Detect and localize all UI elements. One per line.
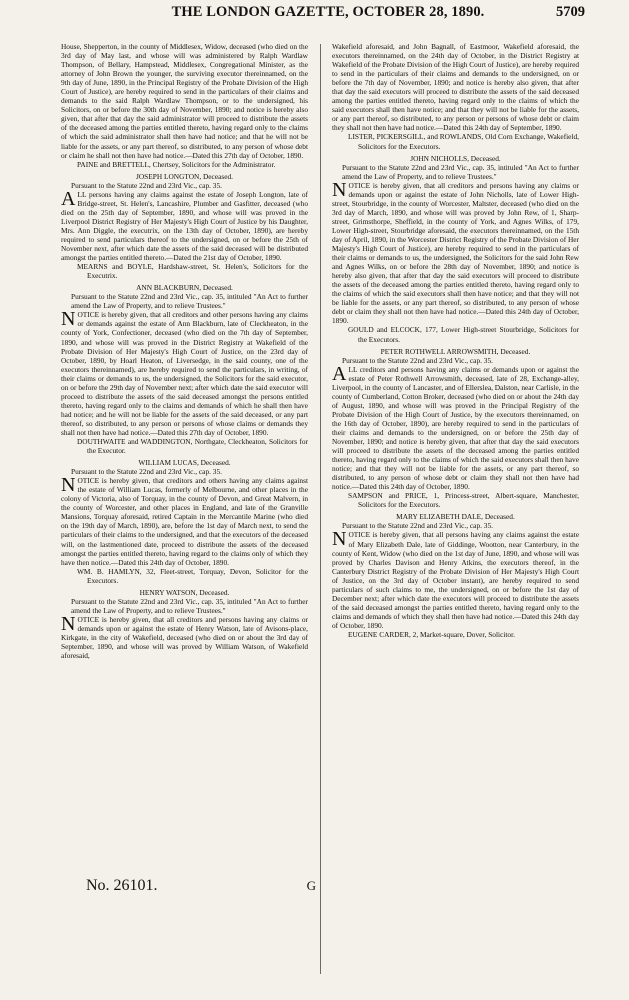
notice-signature: SAMPSON and PRICE, 1, Princess-street, Albert-square, Manchester, Solicitors for the Executors. xyxy=(348,491,579,510)
notice-signature: MEARNS and BOYLE, Hardshaw-street, St. Helen's, Solicitors for the Executrix. xyxy=(77,262,308,281)
notice-statute: Pursuant to the Statute 22nd and 23rd Vic., cap. 35. xyxy=(71,180,222,190)
notice-body xyxy=(61,310,308,437)
notice-body: House, Shepperton, in the county of Middlesex, Widow, deceased (who died on the 3rd day of May last, and whose will was administered by Ralph Wardlaw Thompson, of Bellary, Hampstead, Middlesex, Congregational Minister, as the attorney of John Brown the younger, the surviving executor thereinnamed, on the 9th day of June, 1890, in the Principal Registry of the Probate Division of the High Court of Justice), are hereby required to send in the particulars of their claims and demands to the said Ralph Wardlaw Thompson, or to the undersigned, his Solicitors, on or before the 30th day of November, 1890; and notice is hereby also given, that after that day the said administrator will proceed to distribute the assets of the deceased among the parties entitled thereto, having regard only to the claims of which the said administrator shall then have had notice; and that he will not be liable for the assets, or any part thereof, so distributed, to any person of whose debt or claim he shall not then have had notice.—Dated this 27th day of October, 1890. xyxy=(61,42,308,160)
left-column xyxy=(61,42,308,990)
drop-cap: N xyxy=(61,474,76,497)
notice-heading: JOSEPH LONGTON, Deceased. xyxy=(136,171,233,181)
notice-text: OTICE is hereby given, that creditors and others having any claims against the estate of William Lucas, formerly of Melbourne, and other places in the colony of Victoria, also of Torquay, in the county of Devon, and Great Malvern, in the county of Worcester, and other places in England, and late of the Granville Mansions, Torquay aforesaid, retired Captain in the Mercantile Marine (who died on the 19th day of March, 1890), are, before the 1st day of March next, to send the particulars of their claims to the undersigned, and that the executors of the deceased will, on the lastmentioned date, proceed to distribute the assets of the deceased amongst the parties entitled thereto, having regard to the claims only of which they have then notice.—Dated this 24th day of October, 1890. xyxy=(61,476,308,567)
drop-cap: N xyxy=(332,178,347,201)
notice-body: Wakefield aforesaid, and John Bagnall, of Eastmoor, Wakefield aforesaid, the executors thereinnamed, on the 24th day of October, in the District Registry at Wakefield of the Probate Division of the High Court of Justice), are hereby required to send in the particulars of their claims and demands to the undersigned, on or before the 7th day of November, 1890; and notice is hereby also given, that after that day the said executors will proceed to distribute the assets of the said deceased among the parties entitled thereto, having regard only to the claims of which the said executors shall then have notice; and that they will not be liable for the assets, or any part thereof, so distributed, to any person or persons of whose debt or claim they shall not then have had notice.—Dated this 24th day of September, 1890. xyxy=(332,42,579,133)
notice-heading: WILLIAM LUCAS, Deceased. xyxy=(138,458,231,468)
drop-cap: A xyxy=(61,187,76,210)
notice-body xyxy=(332,178,579,326)
drop-cap: A xyxy=(332,362,347,385)
sheet-signature: G xyxy=(306,878,316,893)
notice-statute: Pursuant to the Statute 22nd and 23rd Vic., cap. 35, intituled "An Act to further amend the Law of Property, and to relieve Trustees." xyxy=(342,162,579,181)
notice-text: LL creditors and persons having any claims or demands upon or against the estate of Peter Rothwell Arrowsmith, deceased, late of 28, Exchange-alley, Liverpool, in the county of Lancaster, and of Ellerslea, Dalston, near Carlisle, in the county of Cumberland, Cotton Broker, deceased (who died on or about the 24th day of August, 1890, and whose will was proved in the Principal Registry of the Probate Division of the High Court of Justice, by the executors thereinnamed, on the 16th day of October, 1890), are hereby required to send in the particulars of their claims and demands to the undersigned, on or before the 25th day of November, 1890; and notice is hereby given, that after that day the said executors will proceed to distribute the assets of the deceased among the parties entitled thereto, having regard only to the claims of which the said executors shall then have notice; and that they will not be liable for the assets, or any part thereof, so distributed, to any person of whose debt or claim they shall not then have had notice.—Dated this 24th day of October, 1890. xyxy=(332,364,579,492)
notice-body xyxy=(61,187,308,263)
notice-text: OTICE is hereby given, that all creditors and persons having any claims or demands upon or against the estate of Henry Watson, late of Avisons-place, Kirkgate, in the city of Wakefield, deceased (who died on or about the 3rd day of September, 1890, and whose will was proved by William Watson, of Wakefield aforesaid, xyxy=(61,614,308,661)
notice-signature: GOULD and ELCOCK, 177, Lower High-street Stourbridge, Solicitors for the Executors. xyxy=(348,325,579,344)
right-column xyxy=(332,42,579,990)
drop-cap: N xyxy=(332,528,347,551)
drop-cap: N xyxy=(61,612,76,635)
page-title: THE LONDON GAZETTE, OCTOBER 28, 1890. xyxy=(171,4,485,20)
page-footer xyxy=(86,877,326,899)
notice-text: LL persons having any claims against the estate of Joseph Longton, late of Bridge-street, St. Helen's, Lancashire, Plumber and Gasfitter, deceased (who died on the 25th day of September, 1890, and whose will was proved in the Liverpool District Registry of Her Majesty's High Court of Justice by his Daughter, Mrs. Ann Diggle, the executrix, on the 13th day of October, 1890), are hereby required to send particulars thereof to the undersigned, on or before the 25th of November next, after which date the assets of the said deceased will be distributed amongst the parties entitled thereto.—Dated the 21st day of October, 1890. xyxy=(61,189,308,263)
notice-body xyxy=(61,612,308,661)
notice-signature: PAINE and BRETTELL, Chertsey, Solicitors for the Administrator. xyxy=(77,159,276,169)
notice-statute: Pursuant to the Statute 22nd and 23rd Vic., cap. 35, intituled "An Act to further amend the Law of Property, and to relieve Trustees." xyxy=(71,292,308,311)
column-divider xyxy=(320,44,321,974)
notice-signature: DOUTHWAITE and WADDINGTON, Northgate, Cleckheaton, Solicitors for the Executor. xyxy=(77,437,308,456)
notice-heading: PETER ROTHWELL ARROWSMITH, Deceased. xyxy=(380,346,531,356)
notice-text: OTICE is hereby given, that all persons having any claims against the estate of Mary Elizabeth Dale, late of Giddinge, Wootton, near Canterbury, in the county of Kent, Widow (who died on the 1st day of June, 1890, and whose will was proved by Charles Davison and Henry Atkins, the executors thereof, in the Canterbury District Registry of the Probate Division of Her Majesty's High Court of Justice, on the 3rd day of October instant), are hereby required to send particulars of such claims to me, the undersigned, on or before the 1st day of December next; after which date the executors will proceed to distribute the assets of the said deceased amongst the parties entitled thereto, having regard only to the claims and demands of which they shall then have had notice.—Dated this 24th day of October, 1890. xyxy=(332,530,579,630)
notice-heading: JOHN NICHOLLS, Deceased. xyxy=(410,153,501,163)
drop-cap: N xyxy=(61,308,76,331)
page-number: 5709 xyxy=(556,4,585,20)
notice-statute: Pursuant to the Statute 22nd and 23rd Vic., cap. 35. xyxy=(342,355,493,365)
notice-heading: MARY ELIZABETH DALE, Deceased. xyxy=(396,512,515,522)
notice-text: OTICE is hereby given, that all creditors and persons having any claims or demands upon or against the estate of John Nicholls, late of Lower High-street, Stourbridge, in the county of Worcester, Maltster, deceased (who died on the 3rd day of March, 1890, and whose will was proved by John Rew, of 1, Sharp-street, Grimsthorpe, Sheffield, in the county of York, and Agnes Wilks, of 179, Lower High-street, Stourbridge aforesaid, the executors thereinnamed, on the 15th day of April, 1890, in the Worcester District Registry of the Probate Division of Her Majesty's High Court of Justice), are hereby required to send in the particulars of their claims or demands to us, the undersigned, the Solicitors for the said John Rew and Agnes Wilks, on or before the 28th day of November, 1890; and notice is hereby also given, that after that day the said executors will proceed to distribute the assets of the deceased among the parties entitled thereto, having regard only to the claims of which the said executors shall then have notice; and that they will not be liable for the assets, or any part thereof, so distributed, to any person of whose debt or claim they shall not then have had notice.—Dated this 24th day of October, 1890. xyxy=(332,180,579,326)
notice-signature: WM. B. HAMLYN, 32, Fleet-street, Torquay, Devon, Solicitor for the Executors. xyxy=(77,566,308,585)
notice-signature: LISTER, PICKERSGILL, and ROWLANDS, Old Corn Exchange, Wakefield, Solicitors for the Executors. xyxy=(348,132,579,151)
gazette-number: No. 26101. xyxy=(86,877,158,894)
notice-statute: Pursuant to the Statute 22nd and 23rd Vic., cap. 35. xyxy=(71,467,222,477)
notice-body xyxy=(61,476,308,566)
notice-text: OTICE is hereby given, that all creditors and other persons having any claims or demands against the estate of Ann Blackburn, late of Cleckheaton, in the county of York, Confectioner, deceased (who died on the 7th day of September, 1890, and whose will was proved in the District Registry at Wakefield of the Probate Division of Her Majesty's High Court of Justice, on the 23rd day of October, 1890, by Hoarl Heaton, of Liversedge, in the said county, one of the executors thereinnamed), are hereby required to send the particulars, in writing, of their claims or demands to us, the undersigned, the Solicitors for the said executor, on or before the 29th day of November next; after which date the said executor will proceed to distribute the assets of the said deceased amongst the persons entitled thereto, having regard only to the claims and demands of which he shall then have had notice; and he will not be liable for the assets of the said deceased, or any part thereof, so distributed, to any person or persons of whose claims or demands they shall not then have had notice.—Dated this 27th day of October, 1890. xyxy=(61,310,308,437)
notice-signature: EUGENE CARDER, 2, Market-square, Dover, Solicitor. xyxy=(348,630,515,639)
notice-statute: Pursuant to the Statute 22nd and 23rd Vic., cap. 35, intituled "An Act to further amend the Law of Property, and to relieve Trustees." xyxy=(71,596,308,615)
page-header xyxy=(60,4,585,26)
notice-heading: ANN BLACKBURN, Deceased. xyxy=(136,283,233,293)
notice-heading: HENRY WATSON, Deceased. xyxy=(139,587,230,597)
notice-statute: Pursuant to the Statute 22nd and 23rd Vic., cap. 35. xyxy=(342,521,493,531)
notice-body xyxy=(332,530,579,630)
notice-body xyxy=(332,362,579,492)
